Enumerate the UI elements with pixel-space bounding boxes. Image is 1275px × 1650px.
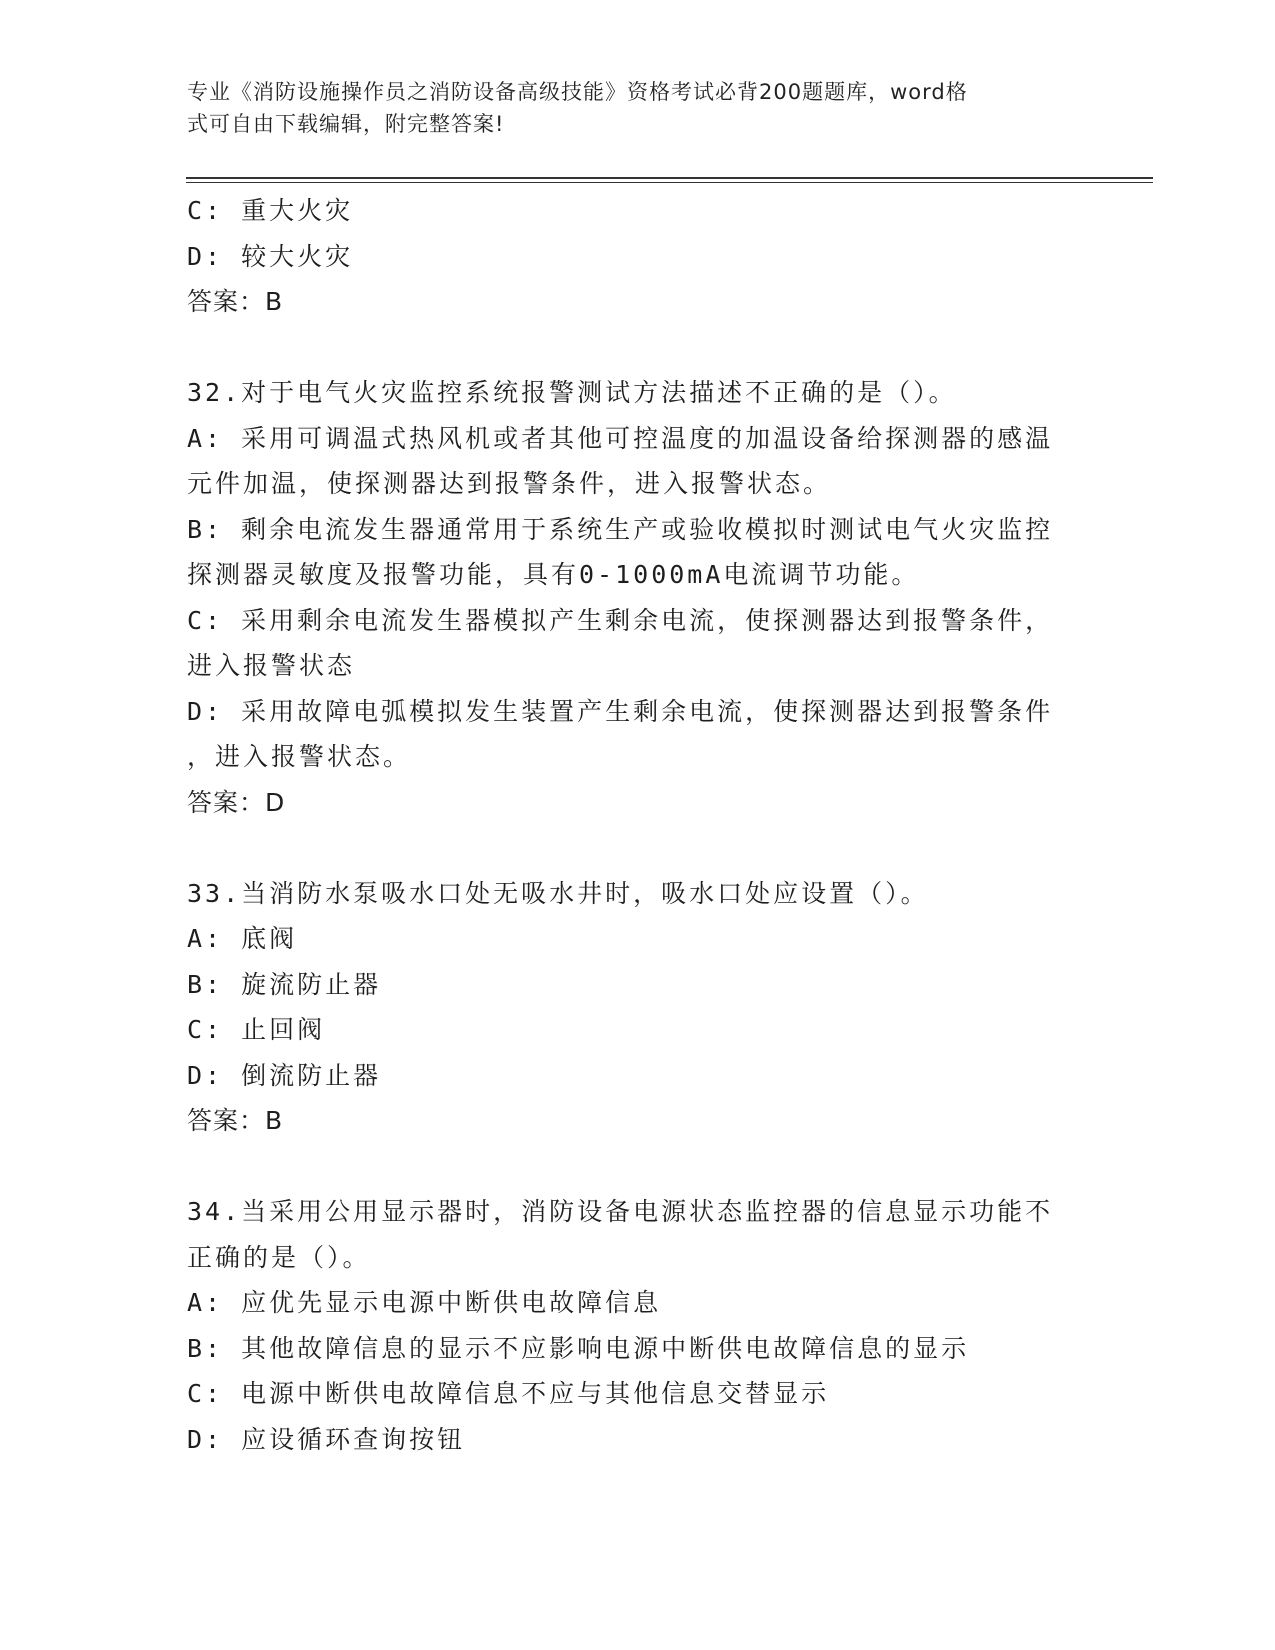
- option-b: B: 其他故障信息的显示不应影响电源中断供电故障信息的显示: [187, 1333, 970, 1363]
- option-a-continued: 元件加温，使探测器达到报警条件，进入报警状态。: [187, 469, 832, 498]
- question-34: [187, 1189, 1087, 1462]
- option-c: C: 采用剩余电流发生器模拟产生剩余电流，使探测器达到报警条件，: [187, 605, 1054, 635]
- option-c: C: 止回阀: [187, 1015, 326, 1044]
- answer-label: 答案：B: [187, 1106, 284, 1135]
- header-line-2: 式可自由下载编辑，附完整答案!: [187, 112, 505, 136]
- option-c: C: 电源中断供电故障信息不应与其他信息交替显示: [187, 1379, 830, 1408]
- option-d: D: 较大火灾: [187, 241, 354, 271]
- question-33: [187, 871, 1087, 1144]
- question-stem: 32.对于电气火灾监控系统报警测试方法描述不正确的是（）。: [187, 378, 957, 407]
- option-d: D: 倒流防止器: [187, 1060, 382, 1090]
- option-b: B: 旋流防止器: [187, 969, 382, 999]
- option-d-continued: ，进入报警状态。: [187, 742, 412, 771]
- question-32: [187, 370, 1087, 825]
- answer-label: 答案：D: [187, 787, 286, 817]
- option-a: A: 应优先显示电源中断供电故障信息: [187, 1288, 662, 1317]
- option-d: D: 应设循环查询按钮: [187, 1424, 466, 1454]
- option-a: A: 采用可调温式热风机或者其他可控温度的加温设备给探测器的感温: [187, 423, 1054, 453]
- spacer: [187, 1144, 1087, 1190]
- spacer: [187, 325, 1087, 371]
- option-a: A: 底阀: [187, 924, 298, 953]
- question-content: [187, 188, 1087, 1462]
- header-line-1: 专业《消防设施操作员之消防设备高级技能》资格考试必背200题题库，word格: [187, 80, 968, 104]
- question-stem: 34.当采用公用显示器时，消防设备电源状态监控器的信息显示功能不: [187, 1197, 1054, 1226]
- option-b: B: 剩余电流发生器通常用于系统生产或验收模拟时测试电气火灾监控: [187, 514, 1054, 544]
- question-stem: 33.当消防水泵吸水口处无吸水井时，吸水口处应设置（）。: [187, 878, 929, 908]
- document-header: [187, 76, 1067, 140]
- question-31-tail: [187, 188, 1087, 325]
- spacer: [187, 825, 1087, 871]
- option-c: C: 重大火灾: [187, 196, 354, 225]
- option-d: D: 采用故障电弧模拟发生装置产生剩余电流，使探测器达到报警条件: [187, 696, 1054, 726]
- question-stem-continued: 正确的是（）。: [187, 1242, 371, 1272]
- option-c-continued: 进入报警状态: [187, 651, 356, 680]
- header-divider: [186, 177, 1153, 183]
- option-b-continued: 探测器灵敏度及报警功能，具有0-1000mA电流调节功能。: [187, 560, 920, 589]
- answer-label: 答案：B: [187, 287, 284, 316]
